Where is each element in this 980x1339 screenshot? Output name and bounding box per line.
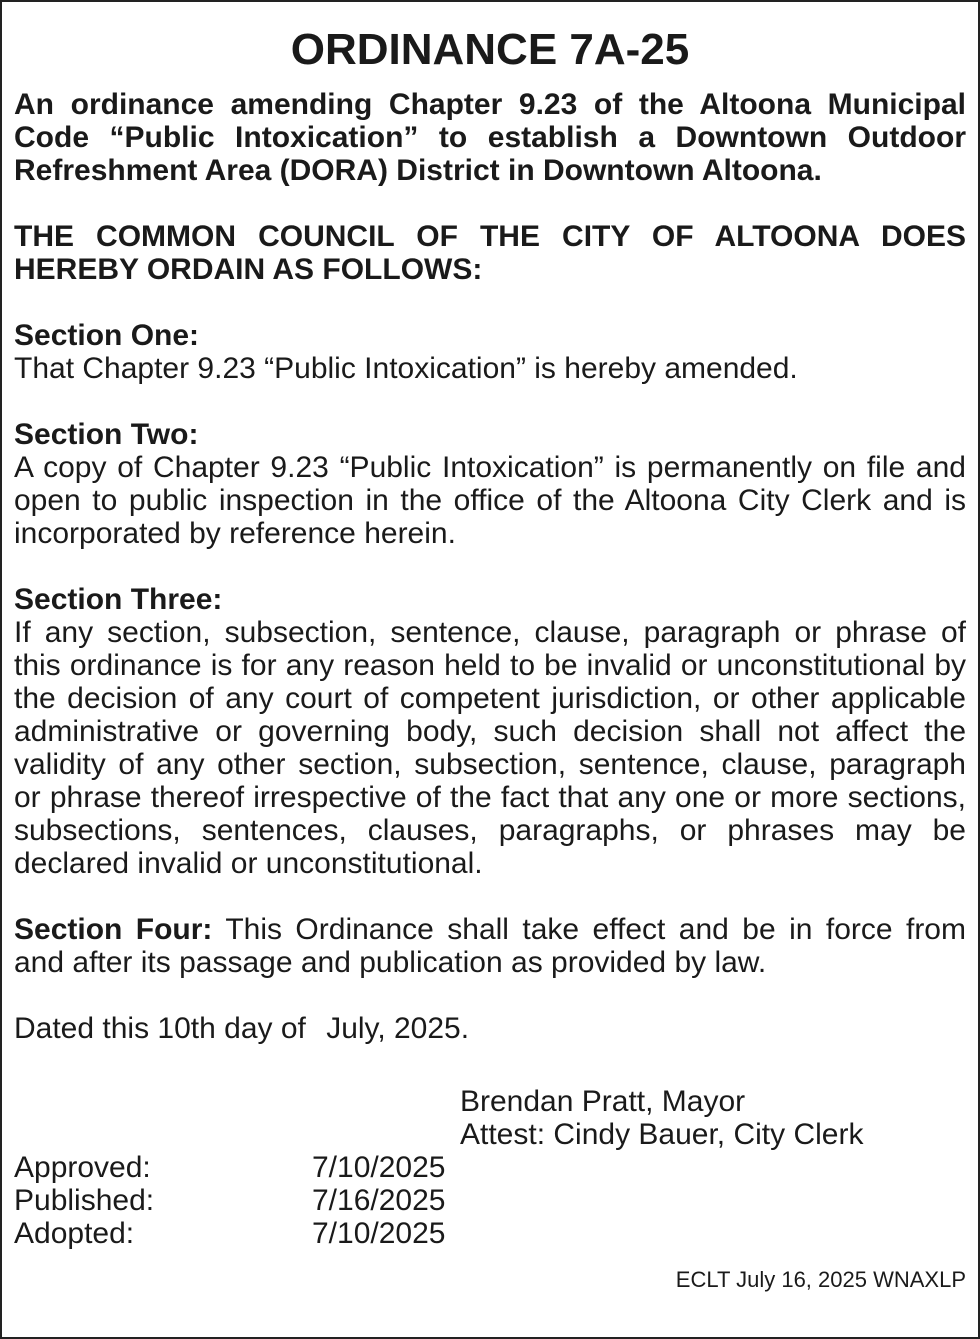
dates-table <box>14 1151 966 1250</box>
section-two-text: A copy of Chapter 9.23 “Public Intoxication” is permanently on file and open to public inspection in the office of the Altoona City Clerk and is incorporated by reference herein. <box>14 451 966 550</box>
section-one-heading: Section One: <box>14 319 200 352</box>
date-value: 7/10/2025 <box>312 1151 446 1184</box>
section-four-text: This Ordinance shall take effect and be in force from and after its passage and publication as provided by law. <box>14 913 966 979</box>
date-label: Published: <box>14 1184 155 1217</box>
dated-prefix: Dated this 10th day of <box>14 1012 306 1045</box>
section-four <box>14 913 966 979</box>
mayor-signature: Brendan Pratt, Mayor <box>460 1085 746 1118</box>
signature-block <box>460 1085 966 1151</box>
date-row-published <box>14 1184 966 1217</box>
date-value: 7/16/2025 <box>312 1184 446 1217</box>
section-four-heading: Section Four: <box>14 913 213 946</box>
date-row-adopted <box>14 1217 966 1250</box>
dated-date: July, 2025. <box>326 1012 470 1045</box>
clerk-attest: Attest: Cindy Bauer, City Clerk <box>460 1118 864 1151</box>
section-one <box>14 319 966 385</box>
ordain-statement: THE COMMON COUNCIL OF THE CITY OF ALTOONA DOES HEREBY ORDAIN AS FOLLOWS: <box>14 220 966 286</box>
ordinance-summary: An ordinance amending Chapter 9.23 of the Altoona Municipal Code “Public Intoxication” to establish a Downtown Outdoor Refreshment Area (DORA) District in Downtown Altoona. <box>14 88 966 187</box>
section-two <box>14 418 966 550</box>
date-row-approved <box>14 1151 966 1184</box>
section-one-text: That Chapter 9.23 “Public Intoxication” is hereby amended. <box>14 352 798 385</box>
section-three-heading: Section Three: <box>14 583 223 616</box>
dated-line <box>14 1012 966 1045</box>
ordinance-title: ORDINANCE 7A-25 <box>290 25 690 74</box>
date-label: Adopted: <box>14 1217 135 1250</box>
date-label: Approved: <box>14 1151 151 1184</box>
section-three <box>14 583 966 880</box>
publication-footer: ECLT July 16, 2025 WNAXLP <box>675 1267 966 1292</box>
date-value: 7/10/2025 <box>312 1217 446 1250</box>
section-two-heading: Section Two: <box>14 418 199 451</box>
section-three-text: If any section, subsection, sentence, clause, paragraph or phrase of this ordinance is for any reason held to be invalid or unconstitutional by the decision of any court of competent jurisdiction, or other applicable administrative or governing body, such decision shall not affect the validity of any other section, subsection, sentence, clause, paragraph or phrase thereof irrespective of the fact that any one or more sections, subsections, sentences, clauses, paragraphs, or phrases may be declared invalid or unconstitutional. <box>14 616 966 880</box>
